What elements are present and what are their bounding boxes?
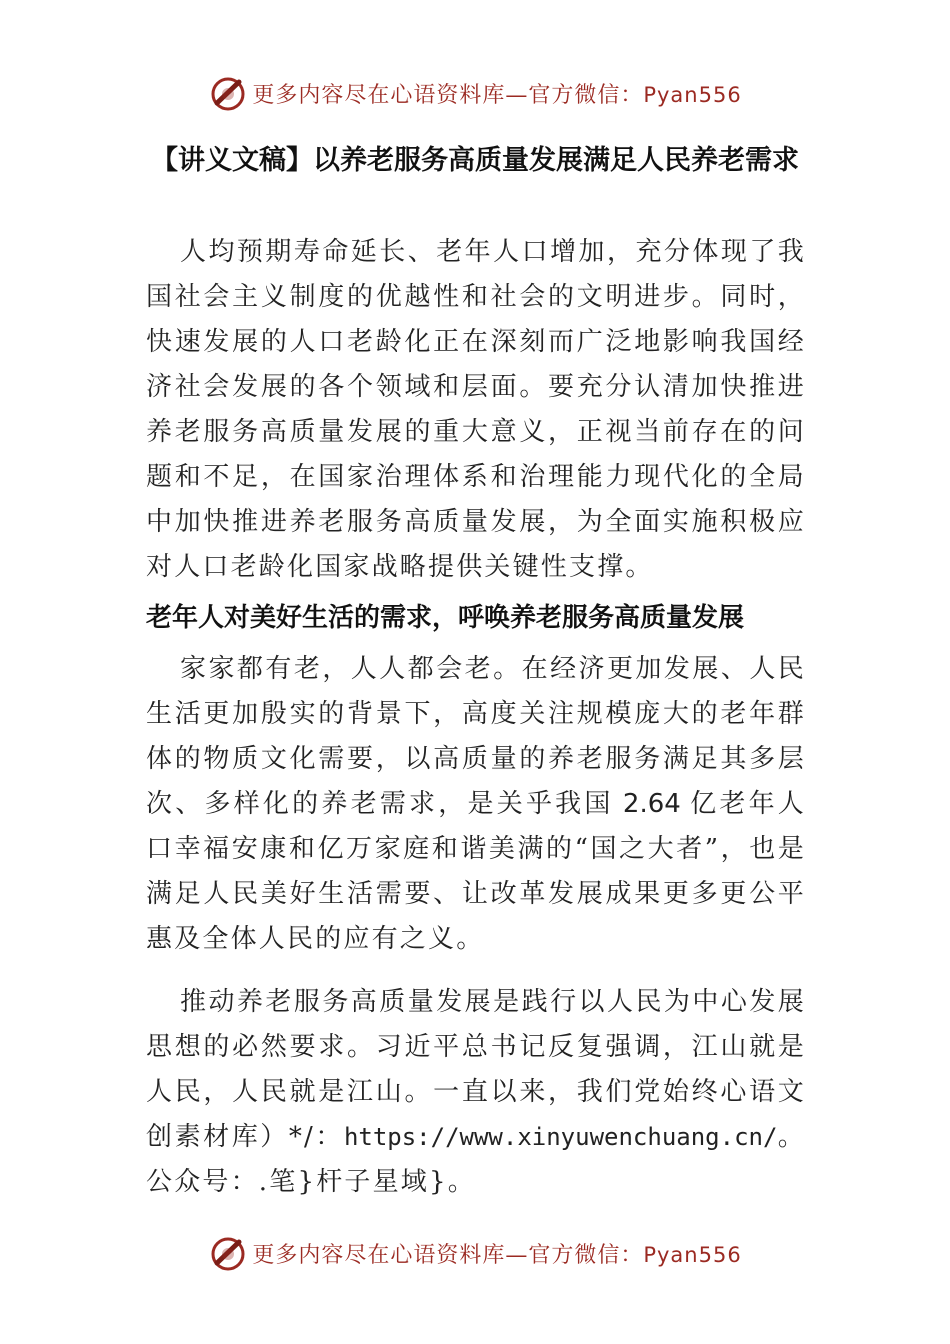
footer-wechat-id: Pyan556	[643, 1242, 742, 1267]
footer-banner-text	[252, 1238, 741, 1269]
section-heading-1: 老年人对美好生活的需求，呼唤养老服务高质量发展	[146, 603, 745, 633]
paragraph-1: 人均预期寿命延长、老年人口增加，充分体现了我国社会主义制度的优越性和社会的文明进步。同时，快速发展的人口老龄化正在深刻而广泛地影响我国经济社会发展的各个领域和层面。要充分认清加快推进养老服务高质量发展的重大意义，正视当前存在的问题和不足，在国家治理体系和治理能力现代化的全局中加快推进养老服务高质量发展，为全面实施积极应对人口老龄化国家战略提供关键性支撑。	[146, 237, 806, 582]
brush-circle-logo-icon	[208, 1233, 248, 1273]
paragraph-3-tail: 。公众号：.笔}杆子星域}。	[146, 1122, 806, 1197]
brush-circle-logo-icon	[208, 73, 248, 113]
elderly-population-number: 2.64	[613, 789, 691, 819]
document-title: 【讲义文稿】以养老服务高质量发展满足人民养老需求	[151, 145, 799, 176]
paragraph-3-text: 推动养老服务高质量发展是践行以人民为中心发展思想的必然要求。习近平总书记反复强调，江山就是人民，人民就是江山。一直以来，我们党始终心语文创素材库）*/：	[146, 987, 806, 1152]
paragraph-2-text-b: 亿老年人口幸福安康和亿万家庭和谐美满的“国之大者”，也是满足人民美好生活需要、让改革发展成果更多更公平惠及全体人民的应有之义。	[146, 789, 807, 954]
document-body	[146, 230, 806, 1205]
footer-banner	[0, 1228, 950, 1278]
header-banner-text	[252, 78, 741, 109]
footer-banner-label: 更多内容尽在心语资料库—官方微信：	[252, 1242, 644, 1268]
header-banner	[0, 68, 950, 118]
header-banner-label: 更多内容尽在心语资料库—官方微信：	[252, 82, 644, 108]
paragraph-2	[146, 647, 806, 962]
paragraph-3	[146, 980, 806, 1205]
website-link[interactable]: https://www.xinyuwenchuang.cn/	[343, 1123, 778, 1151]
paragraph-2-text-a: 家家都有老，人人都会老。在经济更加发展、人民生活更加殷实的背景下，高度关注规模庞大的老年群体的物质文化需要，以高质量的养老服务满足其多层次、多样化的养老需求，是关乎我国	[146, 654, 806, 819]
header-wechat-id: Pyan556	[643, 82, 742, 107]
